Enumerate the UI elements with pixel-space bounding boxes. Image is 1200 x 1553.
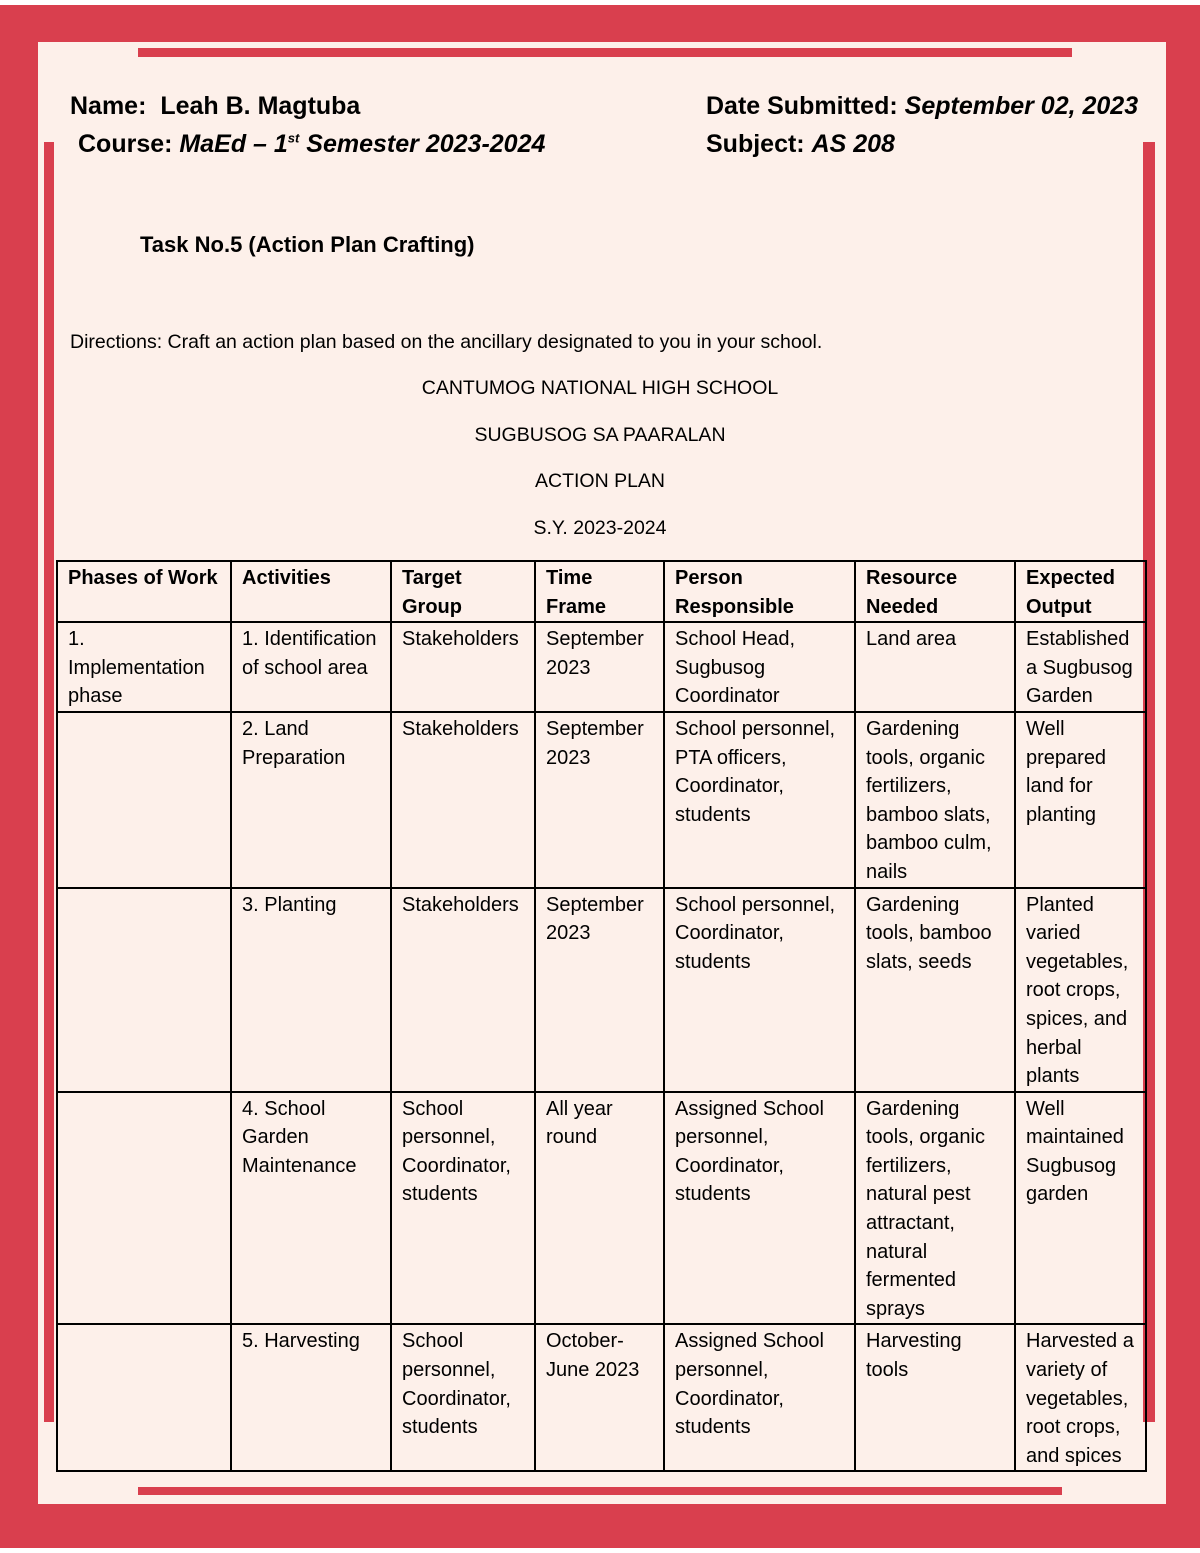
table-cell: Planted varied vegetables, root crops, spices, and herbal plants (1015, 888, 1146, 1092)
date-value: September 02, 2023 (904, 92, 1139, 120)
course-label: Course: (78, 130, 173, 158)
table-cell: School Head, Sugbusog Coordinator (664, 622, 855, 712)
name-label: Name: (70, 92, 147, 120)
col-header: Phases of Work (57, 561, 231, 622)
table-cell: Assigned School personnel, Coordinator, students (664, 1092, 855, 1325)
col-header: Target Group (391, 561, 535, 622)
table-cell: Assigned School personnel, Coordinator, students (664, 1324, 855, 1471)
table-row (57, 1324, 1146, 1471)
table-cell: October-June 2023 (535, 1324, 664, 1471)
table-cell: School personnel, PTA officers, Coordinator, students (664, 712, 855, 888)
date-label: Date Submitted: (706, 92, 898, 120)
program-name: SUGBUSOG SA PAARALAN (474, 424, 726, 446)
table-cell: Land area (855, 622, 1015, 712)
course-value: MaEd – 1st Semester 2023-2024 (179, 130, 546, 158)
table-cell: Well prepared land for planting (1015, 712, 1146, 888)
col-header: Resource Needed (855, 561, 1015, 622)
subject-value: AS 208 (811, 130, 895, 158)
table-cell: Stakeholders (391, 622, 535, 712)
left-stripe (44, 142, 54, 1422)
table-cell: 1. Implementation phase (57, 622, 231, 712)
directions: Directions: Craft an action plan based on the ancillary designated to you in your school. (70, 331, 823, 353)
subject-line (706, 130, 895, 159)
task-title: Task No.5 (Action Plan Crafting) (140, 232, 475, 257)
table-cell: Harvesting tools (855, 1324, 1015, 1471)
header-row (57, 561, 1146, 622)
table-cell (57, 712, 231, 888)
table-cell: Gardening tools, organic fertilizers, natural pest attractant, natural fermented sprays (855, 1092, 1015, 1325)
table-cell: Gardening tools, organic fertilizers, bamboo slats, bamboo culm, nails (855, 712, 1015, 888)
table-cell: Established a Sugbusog Garden (1015, 622, 1146, 712)
table-cell: September 2023 (535, 622, 664, 712)
table-cell (57, 888, 231, 1092)
table-cell: Well maintained Sugbusog garden (1015, 1092, 1146, 1325)
table-cell: Gardening tools, bamboo slats, seeds (855, 888, 1015, 1092)
action-plan-table (56, 560, 1147, 1472)
table-cell: September 2023 (535, 712, 664, 888)
table-cell: 4. School Garden Maintenance (231, 1092, 391, 1325)
col-header: Activities (231, 561, 391, 622)
course-line (78, 130, 545, 159)
table-cell: Stakeholders (391, 712, 535, 888)
col-header: Time Frame (535, 561, 664, 622)
table-cell: 5. Harvesting (231, 1324, 391, 1471)
name-line (70, 92, 360, 121)
table-cell: School personnel, Coordinator, students (391, 1092, 535, 1325)
col-header: Person Responsible (664, 561, 855, 622)
table-row (57, 1092, 1146, 1325)
bottom-stripe (138, 1487, 1062, 1495)
table-cell: Harvested a variety of vegetables, root crops, and spices (1015, 1324, 1146, 1471)
name-value: Leah B. Magtuba (160, 92, 361, 120)
subject-label: Subject: (706, 130, 805, 158)
table-row (57, 712, 1146, 888)
table-row (57, 888, 1146, 1092)
date-line (706, 92, 1138, 121)
table-row (57, 622, 1146, 712)
table-cell: September 2023 (535, 888, 664, 1092)
doc-title: ACTION PLAN (534, 470, 666, 492)
school-year: S.Y. 2023-2024 (533, 517, 667, 539)
table-cell: All year round (535, 1092, 664, 1325)
col-header: Expected Output (1015, 561, 1146, 622)
table-cell: Stakeholders (391, 888, 535, 1092)
table-cell: 3. Planting (231, 888, 391, 1092)
table-cell (57, 1092, 231, 1325)
table-cell: 1. Identification of school area (231, 622, 391, 712)
table-cell (57, 1324, 231, 1471)
top-stripe (138, 48, 1072, 57)
table-cell: School personnel, Coordinator, students (391, 1324, 535, 1471)
table-cell: 2. Land Preparation (231, 712, 391, 888)
school-name: CANTUMOG NATIONAL HIGH SCHOOL (421, 377, 779, 399)
table-cell: School personnel, Coordinator, students (664, 888, 855, 1092)
